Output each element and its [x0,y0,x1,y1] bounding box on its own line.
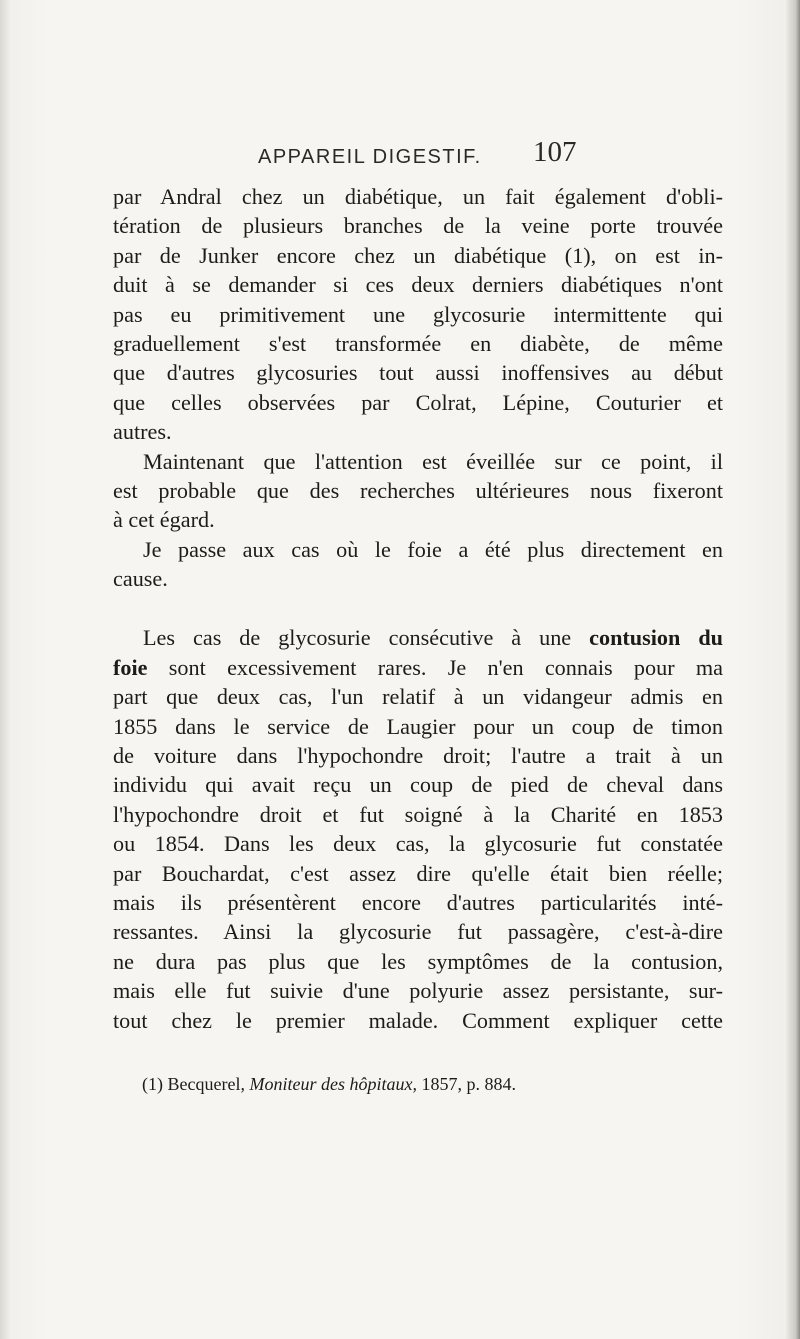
footnote-journal: Moniteur des hôpitaux, [249,1074,417,1094]
page-number: 107 [533,136,577,168]
text-line: par de Junker encore chez un diabétique (1), on est in- [113,242,723,268]
text-line [113,623,723,652]
page-left-edge [0,0,10,1339]
text-run: Les cas de glycosurie consécutive à une [143,625,590,651]
text-line: est probable que des recherches ultérieures nous fixeront [113,477,723,503]
text-line: tération de plusieurs branches de la veine porte trouvée [113,213,723,239]
text-line: ne dura pas plus que les symptômes de la contusion, [113,948,723,974]
footnote [142,1074,782,1095]
footnote-details: 1857, p. 884. [421,1074,516,1094]
text-line: part que deux cas, l'un relatif à un vidangeur admis en [113,684,723,710]
text-line: ressantes. Ainsi la glycosurie fut passagère, c'est-à-dire [113,919,723,945]
footnote-marker: (1) [142,1074,163,1094]
page-header [258,136,658,176]
text-line: par Andral chez un diabétique, un fait également d'obli- [113,184,723,209]
text-line: que d'autres glycosuries tout aussi inoffensives au début [113,360,723,386]
text-line: duit à se demander si ces deux derniers diabétiques n'ont [113,272,723,298]
emphasis-contusion: contusion du [589,625,724,651]
footnote-author: Becquerel, [167,1074,245,1094]
body-text [113,182,723,1035]
text-line: pas eu primitivement une glycosurie intermittente qui [113,301,723,327]
text-line: tout chez le premier malade. Comment expliquer cette [113,1007,723,1033]
text-line: individu qui avait reçu un coup de pied de cheval dans [113,772,723,798]
paragraph-gap [113,593,723,623]
text-line: de voiture dans l'hypochondre droit; l'autre a trait à un [113,743,723,769]
text-line: cause. [113,566,168,592]
text-line: ou 1854. Dans les deux cas, la glycosurie fut constatée [113,831,723,857]
text-line: autres. [113,419,172,445]
text-line: par Bouchardat, c'est assez dire qu'elle était bien réelle; [113,860,723,886]
text-line: 1855 dans le service de Laugier pour un coup de timon [113,713,723,739]
text-line: Je passe aux cas où le foie a été plus directement en [143,536,723,562]
text-line: graduellement s'est transformée en diabète, de même [113,330,723,356]
emphasis-foie: foie [113,654,148,680]
page-right-edge [786,0,800,1339]
running-title: APPAREIL DIGESTIF. [258,146,482,168]
text-line: mais elle fut suivie d'une polyurie assez persistante, sur- [113,978,723,1004]
text-line: Maintenant que l'attention est éveillée sur ce point, il [143,448,723,474]
text-run: sont excessivement rares. Je n'en connais pour ma [147,654,723,680]
text-line [113,653,723,682]
text-line: mais ils présentèrent encore d'autres particularités inté- [113,889,723,915]
text-line: l'hypochondre droit et fut soigné à la Charité en 1853 [113,801,723,827]
text-line: que celles observées par Colrat, Lépine, Couturier et [113,389,723,415]
text-line: à cet égard. [113,507,215,533]
